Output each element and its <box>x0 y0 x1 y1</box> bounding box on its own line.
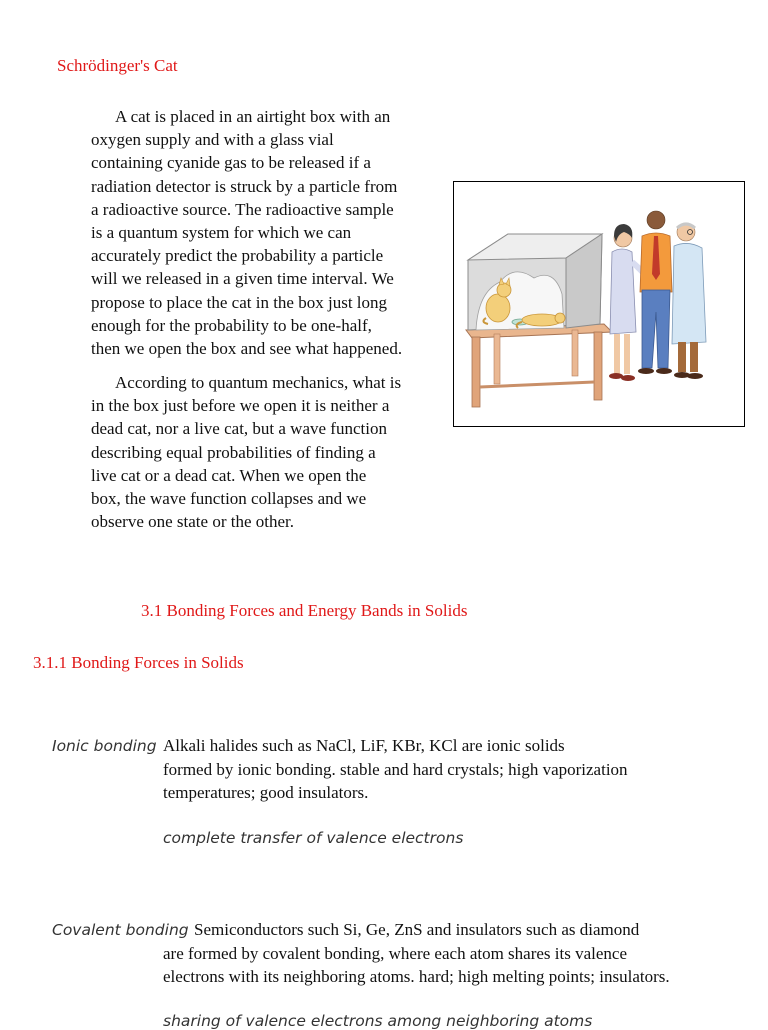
cat-paragraph-2 <box>91 371 401 533</box>
section-heading-3-1: 3.1 Bonding Forces and Energy Bands in Solids <box>141 601 468 620</box>
table-illustration <box>466 324 612 407</box>
man-orange-shirt-illustration <box>638 211 672 374</box>
definition-line: electrons with its neighboring atoms. hard; high melting points; insulators. <box>163 967 670 987</box>
paragraph-line: in the box just before we open it is neither a <box>91 396 390 416</box>
paragraph-line: describing equal probabilities of finding a <box>91 442 376 462</box>
ionic-bonding-note: complete transfer of valence electrons <box>163 829 464 847</box>
paragraph-line: dead cat, nor a live cat, but a wave function <box>91 419 387 439</box>
ionic-bonding-term: Ionic bonding <box>52 737 157 755</box>
paragraph-line: enough for the probability to be one-half, <box>91 315 372 335</box>
paragraph-line: radiation detector is struck by a particle from <box>91 176 398 196</box>
paragraph-line: A cat is placed in an airtight box with an <box>115 107 391 126</box>
paragraph-line: is a quantum system for which we can <box>91 223 352 243</box>
paragraph-line: According to quantum mechanics, what is <box>115 373 402 392</box>
definition-line: are formed by covalent bonding, where each atom shares its valence <box>163 944 628 963</box>
paragraph-line: box, the wave function collapses and we <box>91 489 367 509</box>
ionic-bonding-definition <box>163 758 628 804</box>
covalent-bonding-term: Covalent bonding <box>52 921 189 939</box>
definition-line: temperatures; good insulators. <box>163 783 369 803</box>
paragraph-line: accurately predict the probability a particle <box>91 246 384 266</box>
section-heading-schrodingers-cat: Schrödinger's Cat <box>57 56 178 75</box>
covalent-bonding-definition-first-line: Semiconductors such Si, Ge, ZnS and insulators such as diamond <box>194 920 640 939</box>
paragraph-line: live cat or a dead cat. When we open the <box>91 465 367 485</box>
paragraph-line: oxygen supply and with a glass vial <box>91 130 334 150</box>
definition-line: formed by ionic bonding. stable and hard crystals; high vaporization <box>163 760 628 779</box>
covalent-bonding-definition <box>163 942 670 988</box>
paragraph-line: a radioactive source. The radioactive sample <box>91 199 394 219</box>
paragraph-line: containing cyanide gas to be released if a <box>91 153 371 173</box>
ionic-bonding-definition-first-line: Alkali halides such as NaCl, LiF, KBr, KCl are ionic solids <box>163 736 565 755</box>
paragraph-line: observe one state or the other. <box>91 512 294 532</box>
schrodinger-cat-illustration <box>453 181 745 427</box>
section-heading-3-1-1: 3.1.1 Bonding Forces in Solids <box>33 653 244 672</box>
paragraph-line: propose to place the cat in the box just long <box>91 292 388 312</box>
man-lab-coat-illustration <box>672 223 706 379</box>
paragraph-line: will we released in a given time interval. We <box>91 269 394 289</box>
covalent-bonding-note: sharing of valence electrons among neighboring atoms <box>163 1012 593 1030</box>
paragraph-line: then we open the box and see what happened. <box>91 339 403 359</box>
cat-paragraph-1 <box>91 105 402 360</box>
